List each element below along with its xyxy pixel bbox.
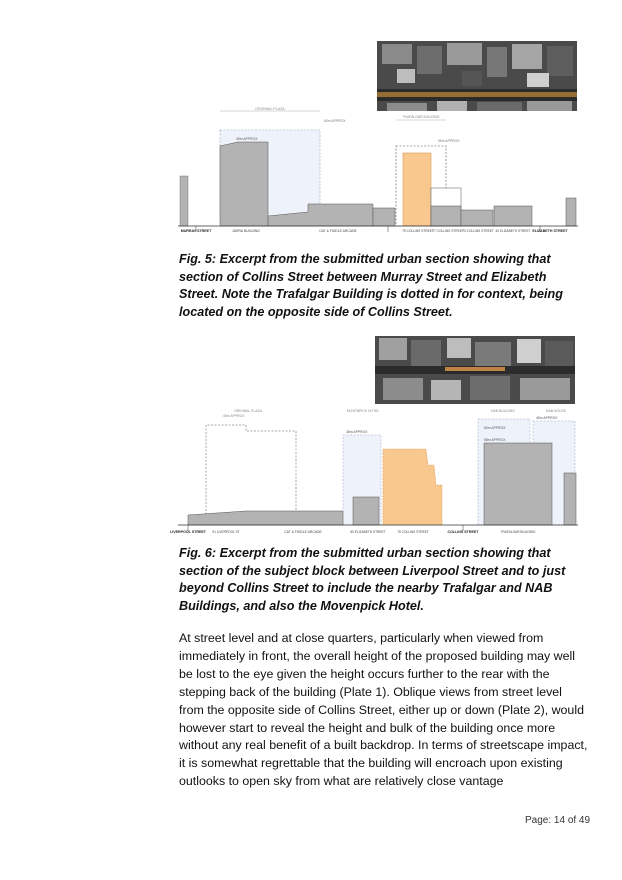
fig6-60-elizabeth xyxy=(353,497,379,525)
fig5-label-height-left: 49m APPROX xyxy=(236,137,258,141)
fig6-label-liverpool-91: 91 LIVERPOOL ST xyxy=(212,530,240,534)
fig5-caption: Fig. 5: Excerpt from the submitted urban section showing that section of Collins Street between Murray Street and Elizabeth Street. Note the Trafalgar Building is dotted in for context, being located on the opposite side of Collins Street. xyxy=(179,252,563,319)
fig6-aerial-photo xyxy=(375,336,575,404)
fig6-label-cat-fiddle: CAT & FIDDLE ARCADE xyxy=(284,530,322,534)
fig5-label-murray-street: MURRAY STREET xyxy=(180,229,212,233)
fig5-aerial-image xyxy=(377,41,577,111)
fig6-label-collins-street: COLLINS STREET xyxy=(447,530,479,534)
fig5-building-40-elizabeth xyxy=(494,206,532,226)
fig6-label-collins-79: 79 COLLINS STREET xyxy=(397,530,429,534)
fig5-label-height-top: 60m APPROX xyxy=(324,119,346,123)
fig5-label-collins-73: 73 COLLINS STREET xyxy=(462,229,494,233)
fig6-trafalgar-building xyxy=(484,443,552,525)
fig5-jarra-building xyxy=(220,142,268,226)
fig5-proposed-building xyxy=(403,153,431,226)
fig6-label-nab-building: NAB BUILDING xyxy=(491,409,515,413)
fig6-label-height-mid: 36m APPROX xyxy=(346,430,368,434)
fig5-building-77-base xyxy=(431,206,461,226)
fig6-label-trafalgar: TRAFALGAR BUILDING xyxy=(500,530,536,534)
fig5-label-jarra: JARRA BUILDING xyxy=(232,229,260,233)
fig6-section-diagram xyxy=(170,405,578,545)
fig6-envelope-left xyxy=(206,425,296,525)
fig6-label-height-left: 45m APPROX xyxy=(223,414,245,418)
fig6-building-right-edge xyxy=(564,473,576,525)
fig6-label-height-nab2: 58m APPROX xyxy=(484,438,506,442)
fig5-label-collins-77: 77 COLLINS STREET xyxy=(432,229,464,233)
page-number: Page: 14 of 49 xyxy=(525,815,591,826)
body-paragraph: At street level and at close quarters, particularly when viewed from immediately in front, the overall height of the proposed building may well be lost to the eye given the height occurs further to the rear with the stepping back of the building (Plate 1). Oblique views from street level from the opposite side of Collins Street, either up or down (Plate 2), would however start to reveal the height and bulk of the building once more without any real benefit of a built backdrop. In terms of streetscape impact, it is somewhat regrettable that the building will encroach upon existing outlooks to open sky from what are relatively close vantage xyxy=(179,631,588,789)
fig5-label-orginal-plaza: ORIGINAL PLAZA xyxy=(255,107,285,111)
fig6-label-height-right: 45m APPROX xyxy=(536,416,558,420)
fig5-label-collins-79: 79 COLLINS STREET xyxy=(402,229,434,233)
fig6-proposed-building xyxy=(383,449,442,525)
fig5-label-elizabeth-40: 40 ELIZABETH STREET xyxy=(495,229,531,233)
fig5-building-right-edge xyxy=(566,198,576,226)
fig5-aerial-photo xyxy=(377,41,577,111)
fig6-label-height-nab: 60m APPROX xyxy=(484,426,506,430)
fig5-section-diagram xyxy=(178,108,578,248)
fig5-label-elizabeth-street: ELIZABETH STREET xyxy=(532,229,568,233)
fig6-low-buildings xyxy=(188,511,343,525)
fig5-label-cat-fiddle: CAT & FIDDLE ARCADE xyxy=(319,229,357,233)
fig6-label-nab-house: NAB HOUSE xyxy=(546,409,566,413)
fig5-label-height-right: 55m APPROX xyxy=(438,139,460,143)
fig5-building-73 xyxy=(461,210,493,226)
fig5-label-trafalgar: TRAFALGAR BUILDING xyxy=(402,115,440,119)
fig6-caption: Fig. 6: Excerpt from the submitted urban section showing that section of the subject block between Liverpool Street and to just beyond Collins Street to include the nearby Trafalgar and NAB Buildings, and also the Movenpick Hotel. xyxy=(179,546,566,613)
fig6-label-elizabeth-60: 60 ELIZABETH STREET xyxy=(350,530,386,534)
fig5-building-left-edge xyxy=(180,176,188,226)
fig6-label-liverpool-street: LIVERPOOL STREET xyxy=(170,530,206,534)
fig6-aerial-image xyxy=(375,336,575,404)
fig5-low-building xyxy=(373,208,395,226)
fig6-label-movenpick: MOVENPICK HOTEL xyxy=(346,409,380,413)
fig6-label-orginal-plaza: ORIGINAL PLAZA xyxy=(234,409,262,413)
